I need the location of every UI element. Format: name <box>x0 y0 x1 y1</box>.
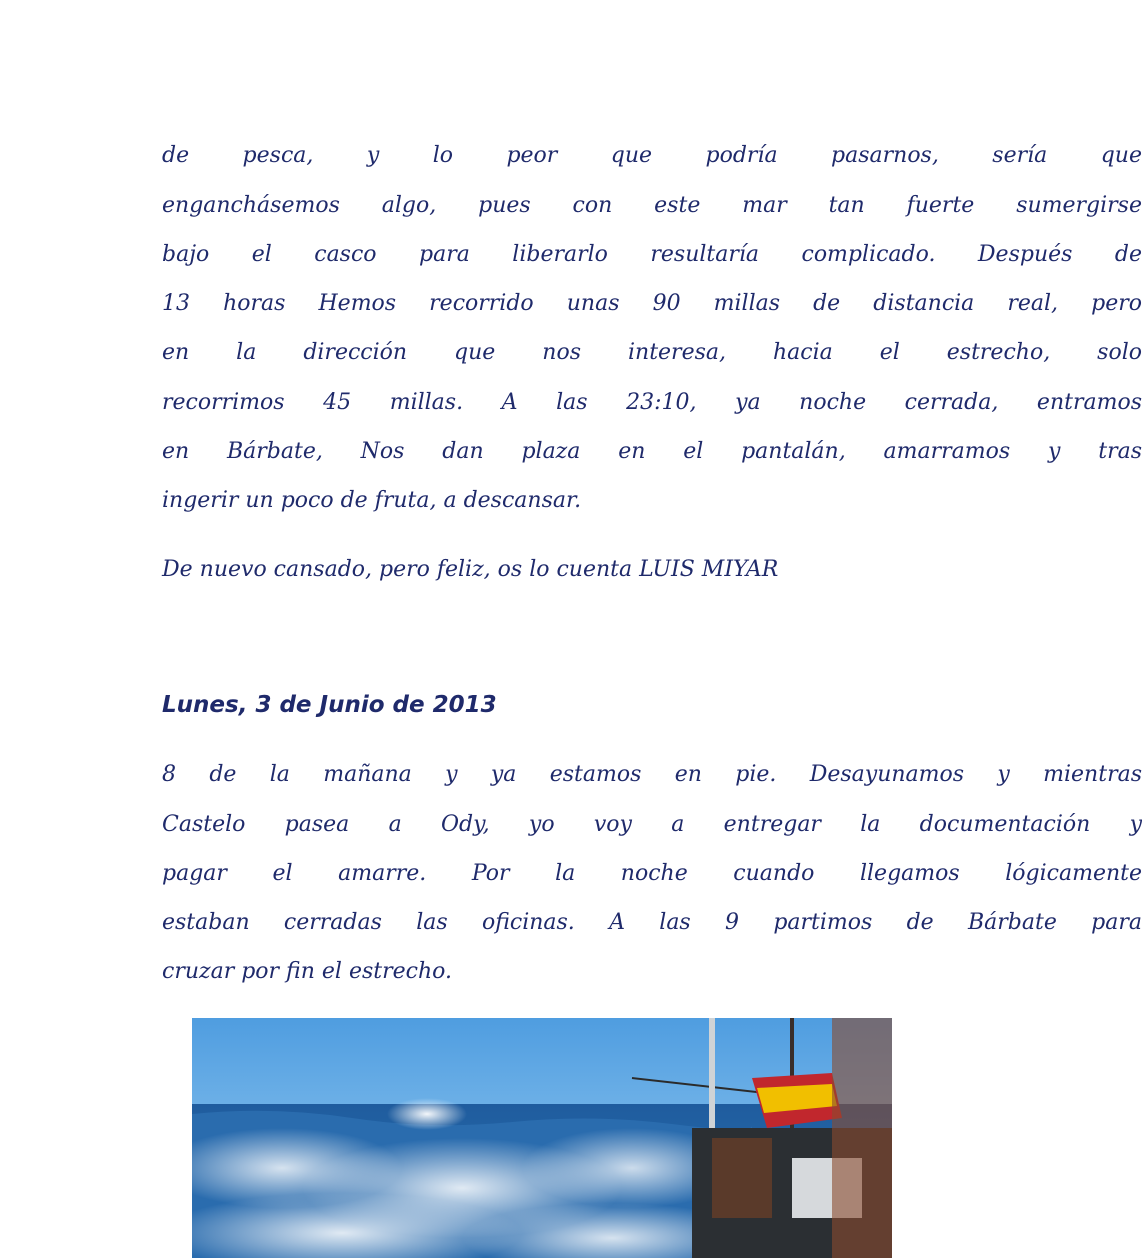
paragraph-1-line: 13 horas Hemos recorrido unas 90 millas de distancia real, pero <box>162 291 1142 316</box>
paragraph-2-line: cruzar por fin el estrecho. <box>162 959 452 984</box>
paragraph-2-line: 8 de la mañana y ya estamos en pie. Desayunamos y mientras <box>162 762 1142 787</box>
sea-photo <box>192 1018 892 1258</box>
paragraph-1-line: recorrimos 45 millas. A las 23:10, ya noche cerrada, entramos <box>162 390 1142 415</box>
paragraph-2-line: estaban cerradas las oficinas. A las 9 partimos de Bárbate para <box>162 910 1142 935</box>
paragraph-1-line: en la dirección que nos interesa, hacia el estrecho, solo <box>162 340 1142 365</box>
paragraph-2-line: Castelo pasea a Ody, yo voy a entregar la documentación y <box>162 812 1142 837</box>
paragraph-1-line: en Bárbate, Nos dan plaza en el pantalán, amarramos y tras <box>162 439 1142 464</box>
paragraph-1-line: bajo el casco para liberarlo resultaría complicado. Después de <box>162 242 1142 267</box>
signature-line: De nuevo cansado, pero feliz, os lo cuenta LUIS MIYAR <box>162 557 779 582</box>
paragraph-1-line: enganchásemos algo, pues con este mar tan fuerte sumergirse <box>162 193 1142 218</box>
paragraph-1-line: ingerir un poco de fruta, a descansar. <box>162 488 582 513</box>
paragraph-2-line: pagar el amarre. Por la noche cuando llegamos lógicamente <box>162 861 1142 886</box>
date-heading: Lunes, 3 de Junio de 2013 <box>162 692 497 718</box>
paragraph-1-line: de pesca, y lo peor que podría pasarnos, sería que <box>162 143 1142 168</box>
